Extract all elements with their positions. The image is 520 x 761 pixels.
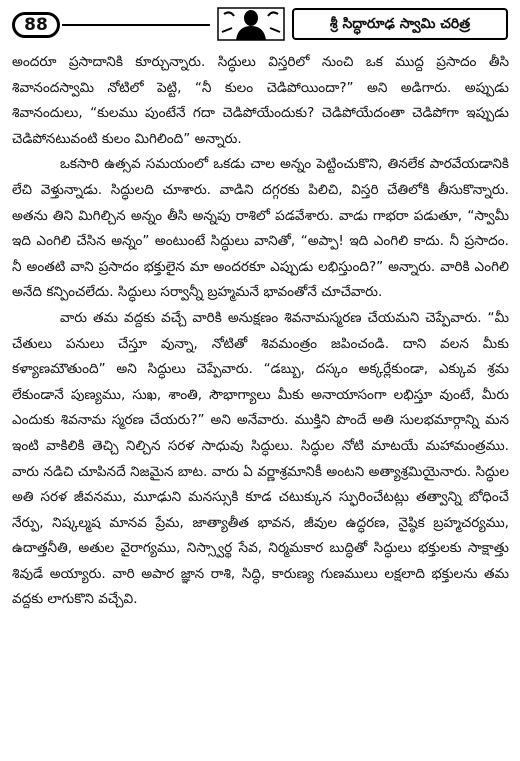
page-body (12, 50, 509, 613)
page-number: 88 (24, 15, 48, 35)
paragraph: వారు తమ వద్దకు వచ్చే వారికి అనుక్షణం శివనామస్మరణ చేయమని చెప్పేవారు. “మీ చేతులు పనులు చేస్తూ వున్నా, నోటితో శివమంత్రం జపించండి. దాని వలన మీకు కళ్యాణమౌతుంది” అని సిద్ధులు చెప్పేవారు. “డబ్బు, దస్కం అక్కర్లేకుండా, ఎక్కువ శ్రమ లేకుండానే పుణ్యము, సుఖ, శాంతి, సౌభాగ్యాలు మీకు అనాయాసంగా లభిస్తూ వుంటే, మీరు ఎందుకు శివనామ స్మరణ చేయరు?” అని అనేవారు. ముక్తిని పొందే అతి సులభమార్గాన్ని మన ఇంటి వాకిలికి తెచ్చి నిల్చిన సరళ సాధువు సిద్ధులు. సిద్ధుల నోటి మాటయే మహామంత్రము. వారు నడిచి చూపినదే నిజమైన బాట. వారు ఏ వర్ణాశ్రమానికీ అంటని అత్యాశ్రమియైనారు. సిద్ధుల అతి సరళ జీవనము, మూఢుని మనస్సుకి కూడ చటుక్కున స్ఫురించేటట్లు తత్వాన్ని బోధించే నేర్పు, నిష్కల్మష మానవ ప్రేమ, జాత్యాతీత భావన, జీవుల ఉద్ధరణ, నైష్ఠిక బ్రహ్మచర్యము, ఉదాత్తనీతి, అతుల వైరాగ్యము, నిస్స్వార్థ సేవ, నిర్మమకార బుద్ధితో సిద్ధులు భక్తులకు సాక్షాత్తు శివుడే అయ్యారు. వారి అపార జ్ఞాన రాశి, సిద్ధి, కారుణ్య గుణములు లక్షలాది భక్తులను తమ వద్దకు లాగుకొని వచ్చేవి. (12, 309, 509, 608)
paragraph: ఒకసారి ఉత్సవ సమయంలో ఒకడు చాల అన్నం పెట్టించుకొని, తినలేక పారవేయడానికి లేచి వెళ్తున్నాడు. సిద్ధులది చూశారు. వాడిని దగ్గరకు పిలిచి, విస్తరి చేతిలోకి తీసుకొన్నారు. అతను తిని మిగిల్చిన అన్నం తీసి అన్నపు రాశిలో పడవేశారు. వాడు గాభరా పడుతూ, “స్వామీ ఇది ఎంగిలి చేసిన అన్నం” అంటుంటే సిద్ధులు వానితో, “అప్పా! ఇది ఎంగిలి కాదు. నీ ప్రసాదం. నీ అంతటి వాని ప్రసాదం భక్తులైన మా అందరకూ ఎప్పుడు లభిస్తుంది?” అన్నారు. వారికి ఎంగిలి అనేది కన్పించలేదు. సిద్ధులు సర్వాన్నీ బ్రహ్మమనే భావంతోనే చూచేవారు. (12, 156, 509, 301)
page-number-badge (12, 12, 60, 38)
header-rule (62, 24, 210, 26)
swami-portrait-emblem-icon (216, 6, 286, 42)
book-title: శ్రీ సిద్ధారూఢ స్వామి చరిత్ర (329, 16, 471, 32)
book-title-box (292, 8, 508, 40)
paragraph: అందరూ ప్రసాదానికి కూర్చున్నారు. సిద్ధులు విస్తరిలో నుంచి ఒక ముద్ద ప్రసాదం తీసి శివానందస్వామి నోటిలో పెట్టి, “నీ కులం చెడిపోయిందా?” అని అడిగారు. అప్పుడు శివానందులు, “కులము పుంటేనే గదా చెడిపోయేందుకు? చెడిపోయేదంతా చెడిపోగా ఇప్పుడు చెడిపోనటువంటి కులం మిగిలింది” అన్నారు. (12, 54, 509, 147)
page-header (10, 6, 510, 44)
